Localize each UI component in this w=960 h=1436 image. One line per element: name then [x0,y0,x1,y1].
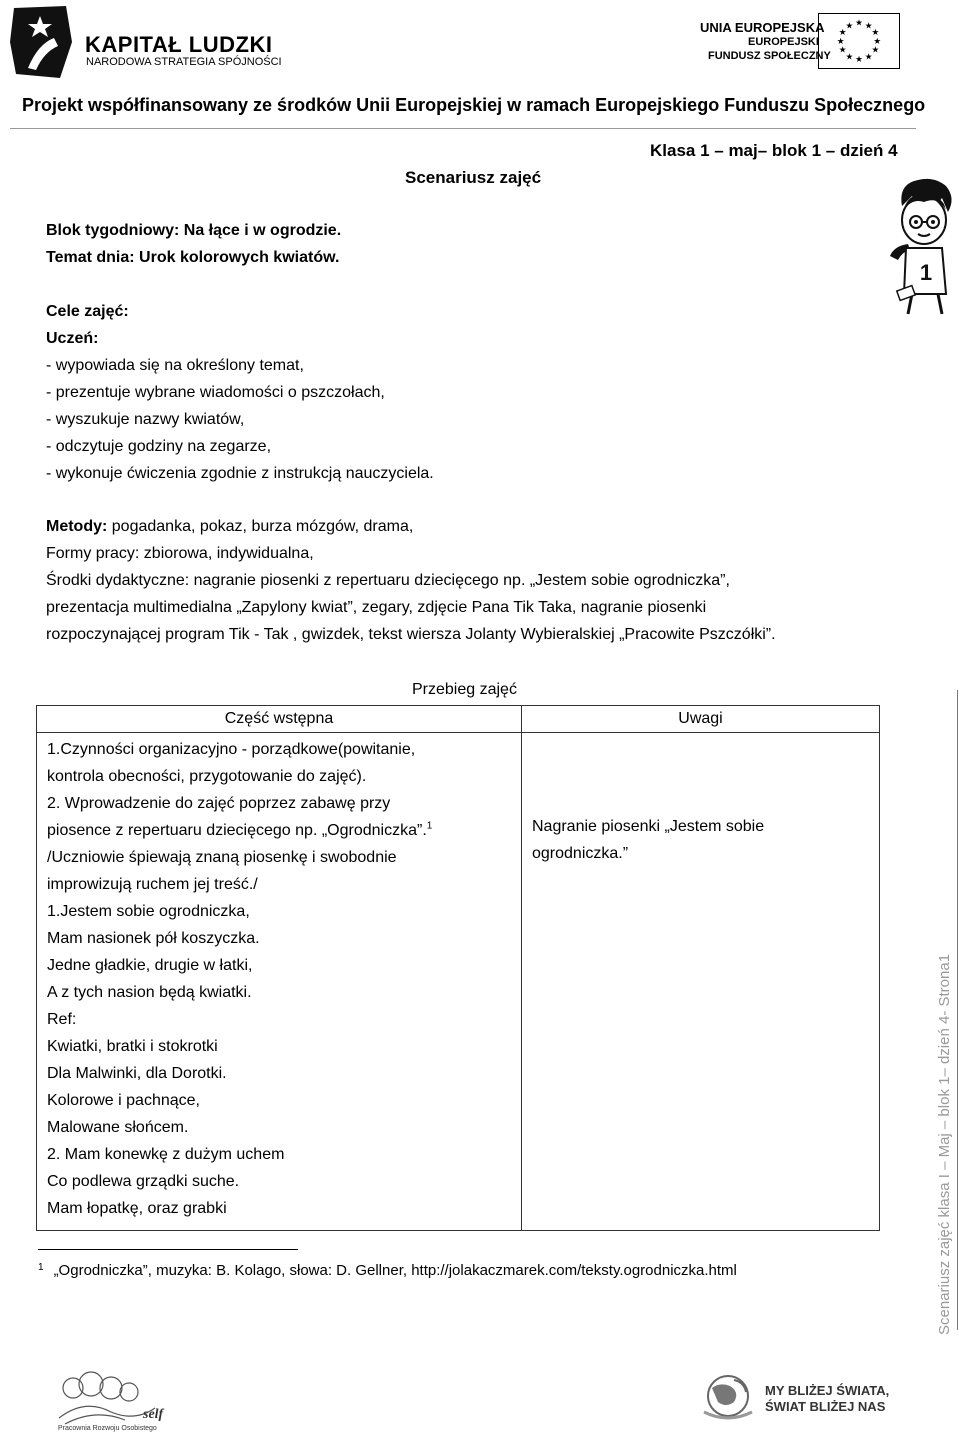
plan-line: Jedne gładkie, drugie w łatki, [47,957,253,974]
svg-text:★: ★ [845,21,854,32]
cofinancing-banner: Projekt współfinansowany ze środków Unii Europejskiej w ramach Europejskiego Funduszu Społecznego [22,95,926,115]
plan-line: Co podlewa grządki suche. [47,1173,240,1190]
svg-text:★: ★ [845,52,854,63]
lesson-flow-heading: Przebieg zajęć [412,681,517,698]
footer-slogan-line2: ŚWIAT BLIŻEJ NAS [765,1399,886,1414]
note-line: Nagranie piosenki „Jestem sobie [532,818,765,835]
footnote-text: „Ogrodniczka”, muzyka: B. Kolago, słowa: D. Gellner, http://jolakaczmarek.com/teksty.ogrodniczka.html [53,1262,737,1279]
plan-line: 2. Mam konewkę z dużym uchem [47,1146,285,1163]
self-organisation-label: Pracownia Rozwoju Osobistego [58,1425,157,1432]
footnote-ref: 1 [426,820,433,832]
plan-line: Kwiatki, bratki i stokrotki [47,1038,218,1055]
header-divider [10,128,916,129]
student-label: Uczeń: [46,330,99,347]
note-line: ogrodniczka.” [532,845,629,862]
plan-line: Ref: [47,1011,77,1028]
svg-text:★: ★ [871,45,880,56]
plan-line: kontrola obecności, przygotowanie do zajęć). [47,768,367,785]
svg-text:★: ★ [864,21,873,32]
mascot-boy-icon [888,176,960,316]
svg-text:★: ★ [864,52,873,63]
plan-line: Mam łopatkę, oraz grabki [47,1200,227,1217]
weekly-block: Blok tygodniowy: Na łące i w ogrodzie. [46,222,342,239]
ue-label-line2: EUROPEJSKI [748,36,819,48]
plan-line: Mam nasionek pół koszyczka. [47,930,260,947]
plan-line: Kolorowe i pachnące, [47,1092,200,1109]
kapital-ludzki-name: KAPITAŁ LUDZKI [85,32,273,57]
self-label: self [143,1407,164,1422]
goals-heading: Cele zajęć: [46,303,129,320]
column-header-intro: Część wstępna [37,706,522,733]
notes-content-cell [522,733,880,1231]
eu-flag-icon [818,13,900,69]
class-info: Klasa 1 – maj– blok 1 – dzień 4 [650,141,898,160]
column-header-notes: Uwagi [522,706,880,733]
svg-text:★: ★ [873,36,882,47]
svg-text:★: ★ [855,55,863,66]
goal-item: - prezentuje wybrane wiadomości o pszczołach, [46,384,385,401]
teaching-aids-line: prezentacja multimedialna „Zapylony kwiat”, zegary, zdjęcie Pana Tik Taka, nagranie piosenki [46,599,707,616]
lesson-plan-table [36,705,880,1231]
methods-text: pogadanka, pokaz, burza mózgów, drama, [107,518,414,535]
plan-line [47,817,511,844]
methods-line [46,518,413,536]
footer-slogan-line1: MY BLIŻEJ ŚWIATA, [765,1383,890,1398]
plan-line: Malowane słońcem. [47,1119,189,1136]
svg-text:★: ★ [838,28,847,39]
methods-label: Metody: [46,518,108,535]
goal-item: - wyszukuje nazwy kwiatów, [46,411,245,428]
plan-line: 1.Czynności organizacyjno - porządkowe(powitanie, [47,741,416,758]
plan-line: A z tych nasion będą kwiatki. [47,984,252,1001]
plan-line: 2. Wprowadzenie do zajęć poprzez zabawę przy [47,795,391,812]
footnote-mark: 1 [38,1262,44,1273]
side-page-label: Scenariusz zajęć klasa I – Maj – blok 1– dzień 4- Strona1 [936,953,953,1335]
plan-line: improwizują ruchem jej treść./ [47,876,258,893]
page-title: Scenariusz zajęć [405,168,542,187]
svg-text:★: ★ [838,45,847,56]
goal-item: - wypowiada się na określony temat, [46,357,304,374]
day-topic: Temat dnia: Urok kolorowych kwiatów. [46,249,340,266]
mascot-number: 1 [919,260,933,285]
plan-line: /Uczniowie śpiewają znaną piosenkę i swobodnie [47,849,397,866]
intro-content-cell [37,733,522,1231]
svg-text:★: ★ [855,18,863,29]
teaching-aids-line: rozpoczynającej program Tik - Tak , gwizdek, tekst wiersza Jolanty Wybieralskiej „Pracowite Pszczółki”. [46,626,776,643]
footnote [38,1262,737,1279]
globe-logo-icon [690,1368,890,1428]
goal-item: - odczytuje godziny na zegarze, [46,438,272,455]
plan-line: 1.Jestem sobie ogrodniczka, [47,903,250,920]
svg-text:★: ★ [871,28,880,39]
plan-line: Dla Malwinki, dla Dorotki. [47,1065,227,1082]
footnote-divider [38,1249,298,1250]
kapital-ludzki-subtitle: NARODOWA STRATEGIA SPÓJNOŚCI [86,56,282,68]
ue-label-line1: UNIA EUROPEJSKA [700,20,825,35]
ue-label-line3: FUNDUSZ SPOŁECZNY [708,50,831,62]
side-divider [957,690,958,1330]
plan-line-text: piosence z repertuaru dziecięcego np. „Ogrodniczka”. [47,822,427,839]
goal-item: - wykonuje ćwiczenia zgodnie z instrukcją nauczyciela. [46,465,434,482]
work-forms: Formy pracy: zbiorowa, indywidualna, [46,545,314,562]
teaching-aids-line: Środki dydaktyczne: nagranie piosenki z repertuaru dziecięcego np. „Jestem sobie ogrodniczka”, [46,572,730,589]
svg-text:★: ★ [836,36,845,47]
